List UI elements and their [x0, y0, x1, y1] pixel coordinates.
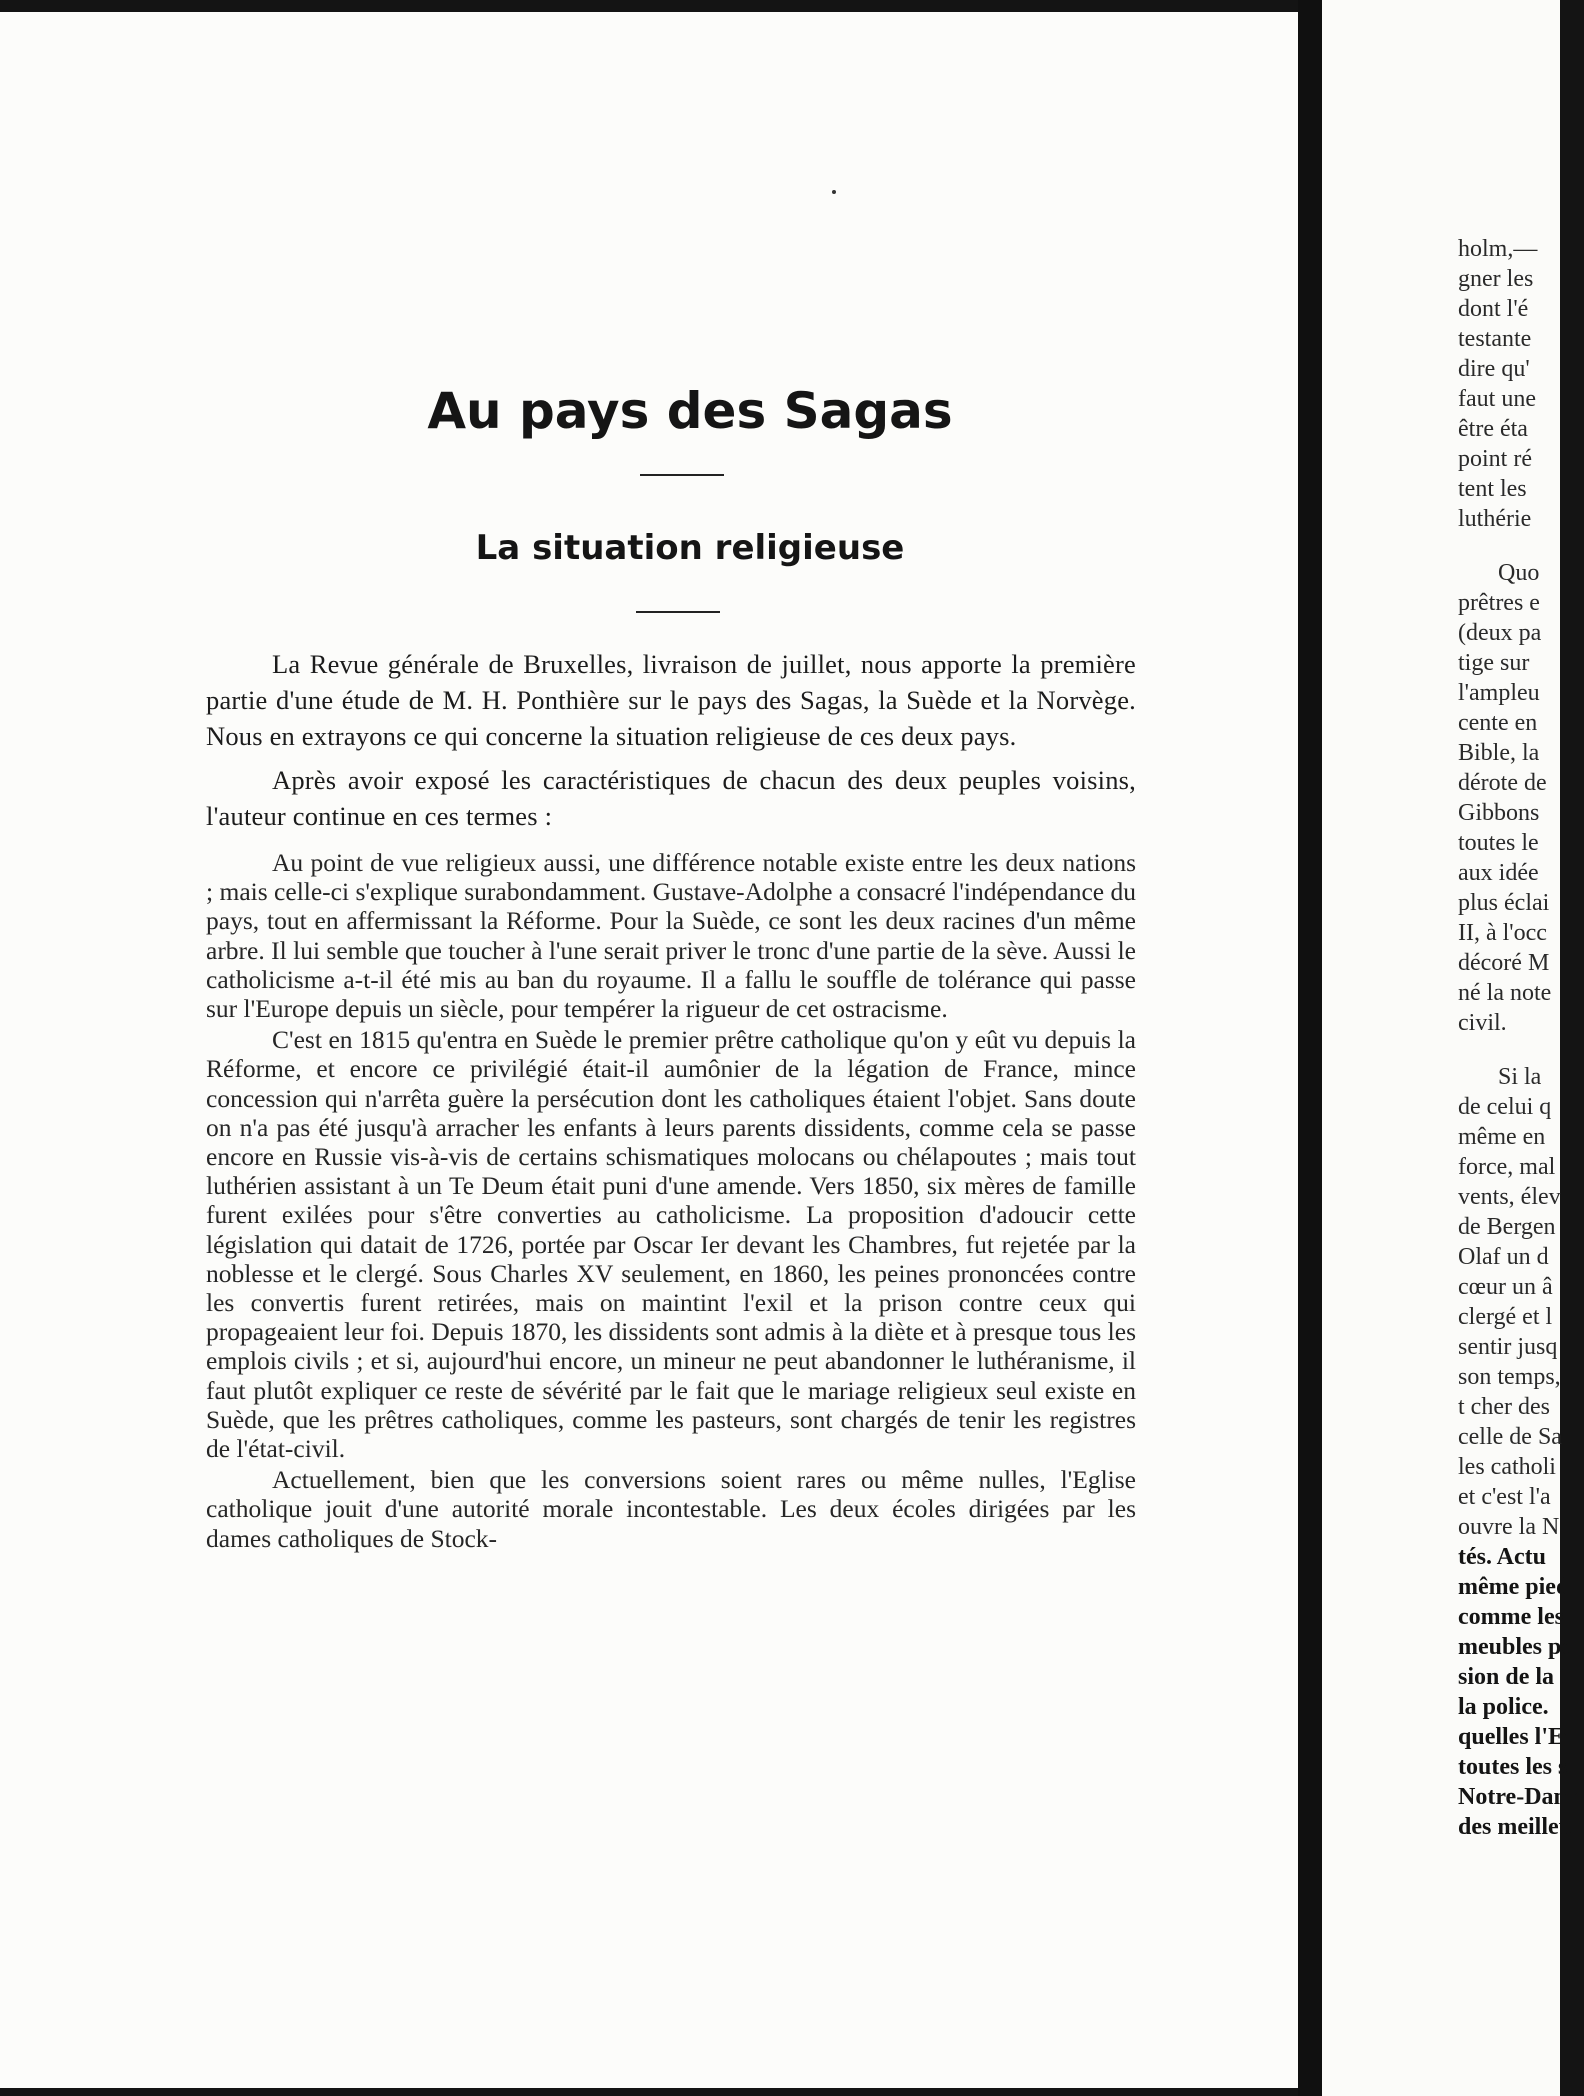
- right-page-line: (deux pa: [1458, 620, 1542, 646]
- right-page-line: son temps,: [1458, 1364, 1561, 1390]
- book-gutter: [1298, 0, 1322, 2096]
- right-page-line: sentir jusq: [1458, 1334, 1558, 1360]
- quote-paragraph: C'est en 1815 qu'entra en Suède le premier prêtre catholique qu'on y eût vu depuis la Réforme, et encore ce privilégié était-il aumônier de la légation de France, mince concession qui n'arrêta guère la persécution dont les catholiques étaient l'objet. Sans doute on n'a pas été jusqu'à arracher les enfants à leurs parents dissidents, comme cela se passe encore en Russie vis-à-vis de certains schismatiques molocans ou chélapoutes ; mais tout luthérien assistant à un Te Deum était puni d'une amende. Vers 1850, six mères de famille furent exilées pour s'être converties au catholicisme. La proposition d'adoucir cette législation qui datait de 1726, portée par Oscar Ier devant les Chambres, fut rejetée par la noblesse et le clergé. Sous Charles XV seulement, en 1860, les peines prononcées contre les convertis furent retirées, mais on maintint l'exil et la prison contre ceux qui propageaient leur foi. Depuis 1870, les dissidents sont admis à la diète et à presque tous les emplois civils ; et si, aujourd'hui encore, un mineur ne peut abandonner le luthéranisme, il faut plutôt expliquer ce reste de sévérité par le fait que le mariage religieux seul existe en Suède, que les prêtres catholiques, comme les pasteurs, sont chargés de tenir les registres de l'état-civil.: [206, 1025, 1136, 1464]
- article-subtitle: La situation religieuse: [475, 528, 905, 568]
- right-page-line: Quo: [1498, 560, 1540, 586]
- right-page-line: testante: [1458, 326, 1532, 352]
- right-page-line: dire qu': [1458, 356, 1530, 382]
- right-page-line: même pied: [1458, 1574, 1570, 1600]
- right-page-line: l'ampleu: [1458, 680, 1540, 706]
- right-page-line: aux idée: [1458, 860, 1539, 886]
- right-page-line: décoré M: [1458, 950, 1550, 976]
- left-page: [0, 12, 1298, 2088]
- right-page-line: et c'est l'a: [1458, 1484, 1551, 1510]
- right-page-line: Notre-Dame: [1458, 1784, 1584, 1810]
- right-page-line: faut une: [1458, 386, 1536, 412]
- right-page-line: toutes le: [1458, 830, 1539, 856]
- ink-speck: [832, 190, 836, 194]
- right-page-line: tent les: [1458, 476, 1527, 502]
- right-page: [1322, 0, 1584, 2096]
- right-page-line: II, à l'occ: [1458, 920, 1547, 946]
- right-page-line: Si la: [1498, 1064, 1542, 1090]
- right-page-line: cœur un â: [1458, 1274, 1553, 1300]
- right-page-line: plus éclai: [1458, 890, 1550, 916]
- right-page-line: tés. Actu: [1458, 1544, 1546, 1570]
- right-page-line: vents, élev: [1458, 1184, 1561, 1210]
- intro-paragraph: La Revue générale de Bruxelles, livraison de juillet, nous apporte la première partie d'une étude de M. H. Ponthière sur le pays des Sagas, la Suède et la Norvège. Nous en extrayons ce qui concerne la situation religieuse de ces deux pays.: [206, 649, 1136, 751]
- intro-paragraph: Après avoir exposé les caractéristiques de chacun des deux peuples voisins, l'auteur continue en ces termes :: [206, 765, 1136, 831]
- right-page-line: Olaf un d: [1458, 1244, 1549, 1270]
- right-page-line: la police.: [1458, 1694, 1549, 1720]
- right-page-line: de Bergen: [1458, 1214, 1556, 1240]
- right-page-line: des meilleu: [1458, 1814, 1572, 1840]
- right-page-line: point ré: [1458, 446, 1532, 472]
- right-page-line: holm,—: [1458, 236, 1538, 262]
- subtitle-rule: [636, 611, 720, 613]
- right-page-line: dérote de: [1458, 770, 1547, 796]
- right-page-line: toutes les s: [1458, 1754, 1568, 1780]
- quoted-excerpt: [206, 848, 1136, 1553]
- right-page-line: né la note: [1458, 980, 1552, 1006]
- right-page-line: Bible, la: [1458, 740, 1540, 766]
- right-page-line: celle de Sa: [1458, 1424, 1562, 1450]
- right-page-line: prêtres e: [1458, 590, 1540, 616]
- right-page-line: dont l'é: [1458, 296, 1529, 322]
- right-page-line: force, mal: [1458, 1154, 1556, 1180]
- right-page-line: les catholi: [1458, 1454, 1556, 1480]
- article-title: Au pays des Sagas: [427, 382, 953, 440]
- right-page-line: ouvre la N: [1458, 1514, 1560, 1540]
- quote-paragraph: Actuellement, bien que les conversions soient rares ou même nulles, l'Eglise catholique jouit d'une autorité morale incontestable. Les deux écoles dirigées par les dames catholiques de Stock-: [206, 1465, 1136, 1553]
- right-page-line: clergé et l: [1458, 1304, 1553, 1330]
- right-page-line: quelles l'Et: [1458, 1724, 1573, 1750]
- right-page-line: cente en: [1458, 710, 1538, 736]
- right-page-line: tige sur: [1458, 650, 1530, 676]
- title-rule: [640, 474, 724, 476]
- right-page-line: sion de la I: [1458, 1664, 1570, 1690]
- right-page-line: civil.: [1458, 1010, 1507, 1036]
- right-page-line: même en: [1458, 1124, 1546, 1150]
- right-page-line: comme les: [1458, 1604, 1564, 1630]
- intro-section: [206, 646, 1136, 834]
- right-page-line: meubles po: [1458, 1634, 1574, 1660]
- quote-paragraph: Au point de vue religieux aussi, une différence notable existe entre les deux nations ; mais celle-ci s'explique surabondamment. Gustave-Adolphe a consacré l'indépendance du pays, tout en affermissant la Réforme. Pour la Suède, ce sont les deux racines d'un même arbre. Il lui semble que toucher à l'une serait priver le tronc d'une partie de la sève. Aussi le catholicisme a-t-il été mis au ban du royaume. Il a fallu le souffle de tolérance qui passe sur l'Europe depuis un siècle, pour tempérer la rigueur de cet ostracisme.: [206, 848, 1136, 1024]
- right-page-line: gner les: [1458, 266, 1534, 292]
- right-page-line: de celui q: [1458, 1094, 1552, 1120]
- right-page-line: Gibbons: [1458, 800, 1540, 826]
- right-page-line: luthérie: [1458, 506, 1532, 532]
- right-page-line: t cher des: [1458, 1394, 1550, 1420]
- right-page-line: être éta: [1458, 416, 1528, 442]
